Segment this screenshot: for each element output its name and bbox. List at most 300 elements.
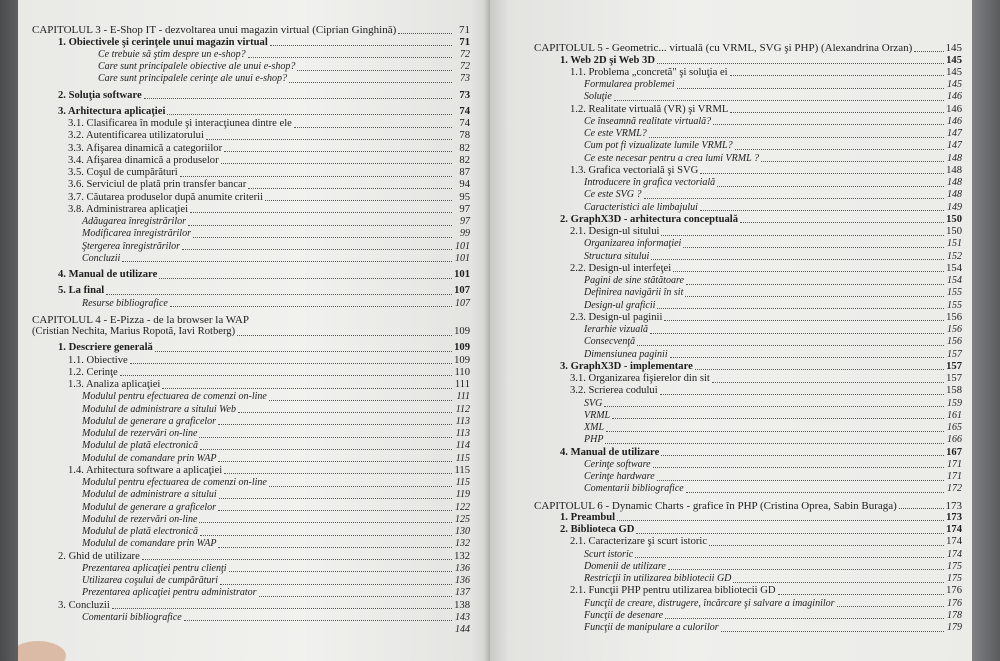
toc-entry	[32, 526, 470, 538]
dot-leader	[761, 161, 944, 162]
dot-leader	[695, 369, 944, 370]
toc-entry-title: 1.4. Arhitectura software a aplicaţiei	[68, 464, 223, 476]
toc-entry-title: 4. Manual de utilizare	[560, 446, 660, 458]
toc-entry-page: 119	[455, 489, 470, 501]
toc-entry	[534, 116, 962, 128]
toc-entry-page: 125	[455, 513, 470, 525]
toc-entry-page: 107	[454, 285, 470, 297]
dot-leader	[122, 261, 452, 262]
toc-entry-title: Definirea navigării în sit	[584, 287, 684, 299]
dot-leader	[612, 418, 944, 419]
toc-entry-title: Funcţii de desenare	[584, 609, 664, 621]
toc-entry	[534, 471, 962, 483]
toc-entry	[534, 434, 962, 446]
toc-entry-page: 111	[454, 379, 470, 390]
toc-entry-title: 2. Ghid de utilizare	[58, 550, 140, 562]
toc-entry-title: Care sunt principalele obiective ale unui e-shop?	[98, 61, 296, 72]
toc-entry-title: Modulul de generare a graficelor	[82, 501, 217, 513]
toc-entry-title: 3. Concluzii	[58, 599, 110, 611]
toc-entry-page: 114	[455, 440, 470, 452]
toc-entry-title: Resurse bibliografice	[82, 297, 168, 309]
toc-entry-page: 82	[459, 142, 470, 154]
toc-entry-title: 3.4. Afişarea dinamică a produselor	[68, 154, 219, 166]
toc-entry	[32, 179, 470, 191]
dot-leader	[673, 271, 944, 272]
dot-leader	[614, 100, 944, 101]
toc-entry-title: Restricţii în utilizarea bibliotecii GD	[584, 573, 732, 584]
dot-leader	[259, 596, 452, 597]
toc-entry-title: 4. Manual de utilizare	[58, 269, 158, 280]
toc-entry-page: 101	[455, 252, 470, 264]
dot-leader	[660, 394, 944, 395]
dot-leader	[677, 88, 944, 89]
dot-leader	[733, 582, 944, 583]
dot-leader	[664, 320, 944, 321]
toc-entry-title: Cerinţe hardware	[584, 471, 655, 482]
toc-left	[32, 22, 470, 636]
toc-entry-title: Dimensiunea paginii	[584, 348, 668, 360]
dot-leader	[199, 522, 452, 523]
dot-leader	[657, 480, 944, 481]
toc-entry-page: 130	[455, 526, 470, 537]
toc-entry-page: 109	[454, 342, 470, 354]
dot-leader	[218, 510, 452, 511]
toc-entry	[32, 538, 470, 550]
dot-leader	[686, 284, 944, 285]
toc-entry	[32, 391, 470, 403]
toc-entry-title: Modulul de administrare a sitului	[82, 489, 217, 501]
dot-leader	[289, 82, 452, 83]
toc-entry-title: Funcţii de manipulare a culorilor	[584, 622, 719, 633]
toc-entry-title: Ştergerea înregistrărilor	[82, 240, 181, 252]
toc-entry	[534, 459, 962, 471]
toc-entry-title: 1. Web 2D şi Web 3D	[560, 54, 655, 66]
toc-entry-title: 3.1. Organizarea fişierelor din sit	[570, 373, 710, 384]
toc-entry-title: Care sunt principalele cerinţe ale unui e-shop?	[98, 73, 288, 85]
toc-entry	[32, 49, 470, 61]
toc-entry-page: 82	[459, 154, 470, 166]
toc-entry-page: 149	[947, 201, 962, 213]
toc-entry-page: 156	[947, 324, 962, 335]
toc-entry	[534, 610, 962, 622]
toc-entry	[534, 622, 962, 634]
toc-entry	[534, 548, 962, 560]
toc-entry-title: Modulul pentru efectuarea de comenzi on-line	[82, 391, 267, 403]
toc-entry-title: 3. Arhitectura aplicaţiei	[58, 105, 166, 117]
toc-entry	[534, 128, 962, 140]
dot-leader	[657, 308, 944, 309]
toc-entry-page: 154	[947, 275, 962, 286]
toc-entry	[534, 524, 962, 536]
toc-entry-title: VRML	[584, 409, 611, 421]
dot-leader	[200, 535, 452, 536]
toc-entry-page: 132	[454, 550, 470, 562]
toc-entry	[32, 403, 470, 415]
toc-entry-title: Utilizarea coşului de cumpărături	[82, 575, 219, 586]
toc-entry	[534, 585, 962, 597]
toc-entry	[32, 514, 470, 526]
toc-entry	[32, 342, 470, 354]
toc-entry-page: 113	[455, 428, 470, 439]
dot-leader	[709, 545, 944, 546]
toc-entry-page: 176	[947, 597, 962, 609]
toc-entry-title: Introducere în grafica vectorială	[584, 177, 716, 188]
toc-entry	[534, 299, 962, 311]
toc-entry-title: 3.2. Autentificarea utilizatorului	[68, 130, 204, 142]
toc-entry	[534, 103, 962, 115]
toc-entry-page: 171	[947, 458, 962, 470]
toc-entry-page: 165	[947, 422, 962, 433]
toc-entry-page: 132	[455, 538, 470, 550]
toc-entry-page: 161	[947, 409, 962, 421]
toc-entry-page: 73	[460, 73, 470, 85]
toc-entry	[32, 354, 470, 366]
toc-entry-page: 175	[947, 573, 962, 584]
dot-leader	[155, 351, 452, 352]
toc-entry-page: 113	[455, 415, 470, 427]
toc-entry-title: Modulul de plată electronică	[82, 526, 198, 537]
toc-entry-title: Pagini de sine stătătoare	[584, 275, 684, 286]
toc-entry	[534, 397, 962, 409]
toc-entry	[534, 385, 962, 397]
toc-entry	[32, 167, 470, 179]
dot-leader	[112, 608, 452, 609]
toc-entry	[32, 89, 470, 101]
toc-entry-title: CAPITOLUL 5 - Geometric... virtuală (cu VRML, SVG şi PHP) (Alexandrina Orzan)	[534, 42, 913, 55]
dot-leader	[218, 461, 452, 462]
toc-entry-title: Caracteristici ale limbajului	[584, 201, 698, 213]
toc-entry-page: 138	[454, 599, 470, 611]
toc-entry	[32, 204, 470, 216]
toc-entry-page: 94	[459, 179, 470, 191]
toc-entry	[32, 253, 470, 265]
toc-entry	[534, 373, 962, 385]
toc-entry-title: CAPITOLUL 6 - Dynamic Charts - grafice în PHP (Cristina Oprea, Sabin Buraga)	[534, 499, 897, 512]
toc-entry-title: SVG	[584, 397, 603, 409]
toc-entry-page: 115	[455, 477, 470, 488]
toc-entry	[534, 324, 962, 336]
toc-entry-page: 145	[946, 66, 962, 78]
toc-entry-page: 148	[947, 189, 962, 201]
toc-entry	[32, 297, 470, 309]
dot-leader	[700, 210, 944, 211]
toc-entry-title: CAPITOLUL 4 - E-Pizza - de la browser la WAP	[32, 313, 249, 326]
toc-entry-title: Funcţii de creare, distrugere, încărcare şi salvare a imaginilor	[584, 597, 835, 609]
toc-entry	[32, 440, 470, 452]
toc-entry-title: Ce este SVG ?	[584, 189, 642, 201]
toc-entry-page: 148	[947, 152, 962, 164]
toc-entry-title: Modulul de comandare prin WAP	[82, 452, 217, 464]
toc-entry-title: Modulul pentru efectuarea de comenzi on-line	[82, 477, 267, 488]
toc-entry-page: 148	[946, 164, 962, 176]
toc-entry-title: Modulul de rezervări on-line	[82, 513, 198, 525]
toc-entry-title: Domenii de utilizare	[584, 560, 666, 572]
dot-leader	[237, 335, 452, 336]
toc-entry-title: 1.3. Analiza aplicaţiei	[68, 379, 161, 390]
toc-entry-title: 1.3. Grafica vectorială şi SVG	[570, 164, 699, 176]
toc-entry-page: 179	[947, 622, 962, 633]
dot-leader	[220, 584, 452, 585]
toc-entry-title: 1. Preambul	[560, 511, 616, 523]
toc-entry-title: Prezentarea aplicaţiei pentru administrator	[82, 587, 257, 599]
thumb	[18, 641, 66, 661]
dot-leader	[730, 112, 944, 113]
toc-entry-page: 71	[459, 36, 470, 48]
dot-leader	[167, 114, 452, 115]
toc-entry-page: 115	[455, 452, 470, 464]
dot-leader	[617, 520, 944, 521]
toc-entry-page: 176	[946, 585, 962, 597]
toc-entry-page: 166	[947, 434, 962, 446]
dot-leader	[661, 455, 944, 456]
toc-entry-title: Concluzii	[82, 252, 121, 264]
toc-entry	[534, 348, 962, 360]
toc-entry-page: 73	[459, 89, 470, 101]
dot-leader	[635, 557, 944, 558]
toc-entry	[534, 512, 962, 524]
toc-entry-page: 173	[946, 511, 962, 523]
toc-entry	[534, 79, 962, 91]
toc-entry	[534, 214, 962, 226]
toc-entry-title: 1.2. Cerinţe	[68, 366, 118, 378]
toc-entry	[534, 275, 962, 287]
toc-entry	[534, 573, 962, 585]
toc-entry-title: Cerinţe software	[584, 458, 651, 470]
dot-leader	[637, 345, 944, 346]
dot-leader	[650, 333, 944, 334]
toc-entry-page: 156	[946, 311, 962, 323]
toc-entry	[534, 312, 962, 324]
toc-entry-title: Ce este VRML?	[584, 128, 647, 139]
toc-entry-title: Formularea problemei	[584, 79, 675, 90]
toc-entry-title: Ce este necesar pentru a crea lumi VRML ?	[584, 152, 759, 164]
toc-entry-page: 157	[947, 348, 962, 360]
dot-leader	[218, 424, 452, 425]
toc-entry-title: Adăugarea înregistrărilor	[82, 216, 186, 227]
toc-entry-page: 109	[454, 326, 470, 337]
dot-leader	[778, 594, 944, 595]
dot-leader	[685, 296, 944, 297]
dot-leader	[297, 70, 452, 71]
toc-entry	[534, 499, 962, 511]
toc-entry-title: Structura sitului	[584, 250, 650, 262]
toc-entry-title: 3.1. Clasificarea în module şi interacţiunea dintre ele	[68, 118, 292, 129]
dot-leader	[294, 127, 452, 128]
dot-leader	[644, 198, 945, 199]
toc-entry	[32, 285, 470, 297]
toc-entry	[32, 326, 470, 338]
toc-entry-page: 136	[455, 575, 470, 586]
toc-entry-page: 174	[946, 524, 962, 535]
toc-entry-page: 155	[947, 299, 962, 311]
toc-entry-title: Ce înseamnă realitate virtuală?	[584, 115, 712, 127]
dot-leader	[606, 431, 944, 432]
toc-entry	[32, 367, 470, 379]
toc-entry-title: Modulul de plată electronică	[82, 440, 198, 452]
toc-entry	[534, 287, 962, 299]
toc-entry-page: 148	[947, 177, 962, 188]
toc-entry-title: Modulul de administrare a sitului Web	[82, 403, 236, 415]
toc-entry-page: 99	[460, 228, 470, 240]
dot-leader	[162, 388, 452, 389]
toc-entry-page: 167	[946, 446, 962, 458]
toc-entry-page: 158	[946, 385, 962, 397]
toc-entry	[32, 240, 470, 252]
toc-entry-title: 2. GraphX3D - arhitectura conceptuală	[560, 213, 739, 225]
toc-entry-title: 3.3. Afişarea dinamică a categoriilor	[68, 142, 223, 154]
toc-entry-title: Comentarii bibliografice	[82, 611, 182, 623]
toc-entry-page: 72	[460, 48, 470, 60]
toc-entry	[32, 191, 470, 203]
toc-entry-title: 1. Obiectivele şi cerinţele unui magazin virtual	[58, 36, 268, 48]
toc-entry	[32, 452, 470, 464]
dot-leader	[605, 443, 944, 444]
toc-entry-title: Modulul de comandare prin WAP	[82, 538, 217, 550]
toc-entry	[32, 130, 470, 142]
toc-entry-page: 150	[946, 226, 962, 237]
dot-leader	[657, 63, 944, 64]
toc-entry-page: 145	[947, 79, 962, 90]
dot-leader	[270, 45, 452, 46]
dot-leader	[218, 547, 452, 548]
toc-entry-title: Consecvenţă	[584, 336, 636, 348]
toc-entry-title: 2. Biblioteca GD	[560, 524, 635, 535]
toc-entry	[534, 561, 962, 573]
toc-entry-page: 152	[947, 250, 962, 262]
toc-entry-page: 147	[947, 140, 962, 152]
toc-entry-title: XML	[584, 422, 604, 433]
toc-entry	[32, 106, 470, 118]
toc-entry	[534, 152, 962, 164]
dot-leader	[144, 98, 452, 99]
toc-entry	[534, 597, 962, 609]
dot-leader	[713, 124, 944, 125]
toc-entry-page: 95	[459, 191, 470, 203]
toc-entry	[32, 228, 470, 240]
dot-leader	[914, 51, 943, 52]
toc-entry	[32, 612, 470, 624]
dot-leader	[190, 212, 452, 213]
dot-leader	[130, 363, 452, 364]
toc-entry	[32, 73, 470, 85]
toc-entry	[32, 155, 470, 167]
left-page	[18, 0, 490, 661]
toc-entry	[32, 465, 470, 477]
toc-entry	[534, 226, 962, 238]
toc-entry-page: 157	[946, 373, 962, 384]
toc-entry	[534, 177, 962, 189]
toc-entry	[32, 379, 470, 391]
toc-entry-page: 101	[454, 269, 470, 280]
toc-entry-title: PHP	[584, 434, 604, 446]
toc-entry	[534, 410, 962, 422]
toc-entry	[32, 550, 470, 562]
dot-leader	[224, 151, 452, 152]
toc-entry	[534, 263, 962, 275]
toc-entry	[32, 575, 470, 587]
toc-entry-page: 122	[455, 501, 470, 513]
toc-entry-page: 110	[454, 366, 470, 378]
toc-entry-title: 2.3. Design-ul paginii	[570, 311, 663, 323]
toc-entry	[534, 336, 962, 348]
toc-entry-page: 74	[459, 105, 470, 117]
toc-entry	[32, 24, 470, 36]
toc-entry-title: Modulul de rezervări on-line	[82, 428, 198, 439]
dot-leader	[106, 294, 452, 295]
toc-entry-page: 174	[947, 548, 962, 560]
toc-entry-title: 3. GraphX3D - implementare	[560, 360, 693, 372]
toc-entry-page: 111	[456, 391, 470, 403]
dot-leader	[159, 278, 452, 279]
toc-entry-title: 3.5. Coşul de cumpărături	[68, 167, 178, 178]
dot-leader	[248, 57, 452, 58]
dot-leader	[686, 492, 944, 493]
dot-leader	[712, 382, 944, 383]
toc-entry-page: 112	[455, 403, 470, 415]
toc-entry-title: 3.6. Serviciul de plată prin transfer bancar	[68, 179, 247, 191]
toc-entry-page: 146	[947, 91, 962, 103]
toc-entry	[32, 118, 470, 130]
toc-entry	[32, 269, 470, 281]
dot-leader	[604, 406, 944, 407]
toc-entry-title: Ce trebuie să ştim despre un e-shop?	[98, 48, 246, 60]
dot-leader	[899, 508, 944, 509]
toc-entry	[32, 477, 470, 489]
toc-entry-page: 156	[947, 336, 962, 348]
toc-entry-title: 1.2. Realitate virtuală (VR) şi VRML	[570, 103, 729, 115]
dot-leader	[700, 173, 944, 174]
toc-entry-title: 3.7. Căutarea produselor după anumite criterii	[68, 191, 264, 203]
dot-leader	[193, 237, 452, 238]
toc-entry-page: 97	[460, 216, 470, 227]
toc-entry-title: (Cristian Nechita, Marius Ropotă, Iavi Rotberg)	[32, 326, 236, 337]
dot-leader	[221, 163, 452, 164]
toc-entry-title: Soluţie	[584, 91, 612, 103]
dot-leader	[740, 222, 944, 223]
toc-entry-title: 2.1. Funcţii PHP pentru utilizarea bibliotecii GD	[570, 585, 776, 597]
dot-leader	[265, 200, 452, 201]
toc-entry-page: 174	[946, 536, 962, 548]
toc-entry-page: 71	[459, 24, 470, 37]
toc-entry-page: 173	[945, 499, 962, 512]
dot-leader	[837, 606, 944, 607]
toc-entry-page: 101	[455, 240, 470, 252]
toc-entry-page: 136	[455, 562, 470, 574]
toc-entry-title: 3.2. Scrierea codului	[570, 385, 658, 397]
toc-entry-page: 155	[947, 287, 962, 299]
toc-entry-page: 72	[460, 61, 470, 72]
toc-entry-title: 1.1. Problema „concretă" şi soluţia ei	[570, 66, 728, 78]
toc-entry-title: CAPITOLUL 3 - E-Shop IT - dezvoltarea unui magazin virtual (Ciprian Ginghină)	[32, 24, 397, 37]
toc-entry-title: Scurt istoric	[584, 548, 634, 560]
dot-leader	[199, 437, 452, 438]
toc-entry-title: 1. Descriere generală	[58, 342, 153, 354]
toc-entry	[534, 483, 962, 495]
dot-leader	[398, 33, 452, 34]
dot-leader	[206, 139, 452, 140]
toc-entry	[534, 446, 962, 458]
toc-entry-page: 172	[947, 483, 962, 495]
toc-entry-page: 145	[945, 42, 962, 55]
toc-entry	[534, 67, 962, 79]
dot-leader	[238, 412, 452, 413]
toc-entry-title: 5. La final	[58, 285, 105, 297]
toc-entry-title: 2.1. Design-ul sitului	[570, 226, 660, 237]
right-page	[490, 0, 972, 661]
toc-entry	[32, 142, 470, 154]
toc-entry	[534, 250, 962, 262]
toc-entry-page: 157	[946, 360, 962, 372]
